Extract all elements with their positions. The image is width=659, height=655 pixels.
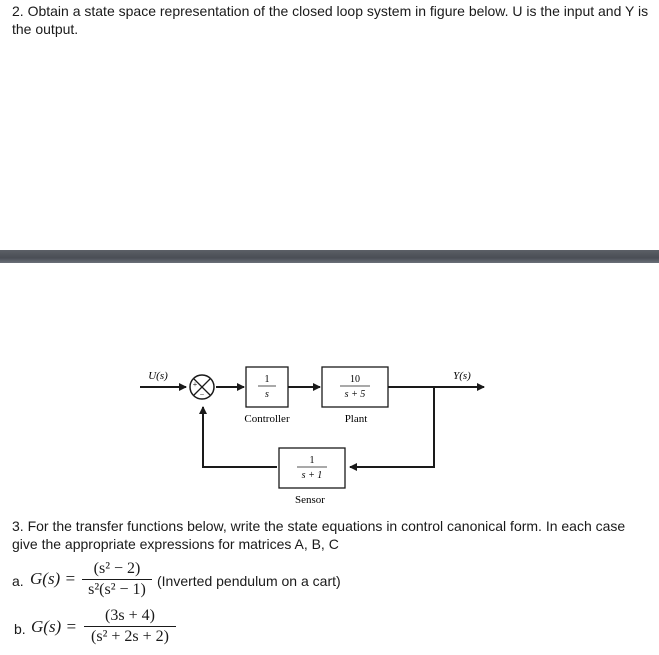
equation-b-label: b. (14, 621, 26, 637)
equation-a-label: a. (12, 573, 24, 589)
plant-block (322, 367, 388, 407)
section-divider (0, 250, 659, 263)
question-2-text: 2. Obtain a state space representation of the closed loop system in figure below. U is the input and Y is the output. (12, 3, 649, 37)
block-diagram (0, 355, 659, 515)
question-3-text: 3. For the transfer functions below, write the state equations in control canonical form. In each case give the appropriate expressions for matrices A, B, C (12, 518, 626, 552)
equation-b-lhs: G(s) = (31, 617, 77, 636)
plant-num: 10 (350, 374, 360, 385)
summer-minus-sign: − (199, 390, 205, 399)
equation-a-lhs: G(s) = (30, 569, 76, 588)
equation-b (0, 607, 659, 655)
equation-a-fraction (82, 560, 152, 599)
sensor-num: 1 (309, 455, 315, 466)
sensor-den: s + 1 (301, 470, 323, 481)
plant-label: Plant (344, 413, 368, 425)
equation-b-denominator: (s² + 2s + 2) (91, 628, 169, 645)
summing-junction (190, 375, 214, 399)
input-label: U(s) (148, 370, 168, 382)
equation-a (0, 560, 659, 610)
sensor-label: Sensor (295, 494, 325, 506)
output-label: Y(s) (453, 370, 471, 382)
equation-a-numerator: (s² − 2) (93, 560, 141, 577)
controller-label: Controller (244, 413, 290, 425)
summer-plus-sign: + (192, 380, 198, 389)
controller-den: s (265, 389, 269, 400)
equation-b-numerator: (3s + 4) (105, 607, 155, 624)
equation-a-denominator: s²(s² − 1) (88, 581, 146, 598)
controller-block (246, 367, 288, 407)
equation-a-note: (Inverted pendulum on a cart) (157, 573, 341, 589)
controller-num: 1 (264, 374, 270, 385)
plant-den: s + 5 (344, 389, 366, 400)
equation-b-fraction (84, 607, 176, 646)
sensor-block (279, 448, 345, 488)
